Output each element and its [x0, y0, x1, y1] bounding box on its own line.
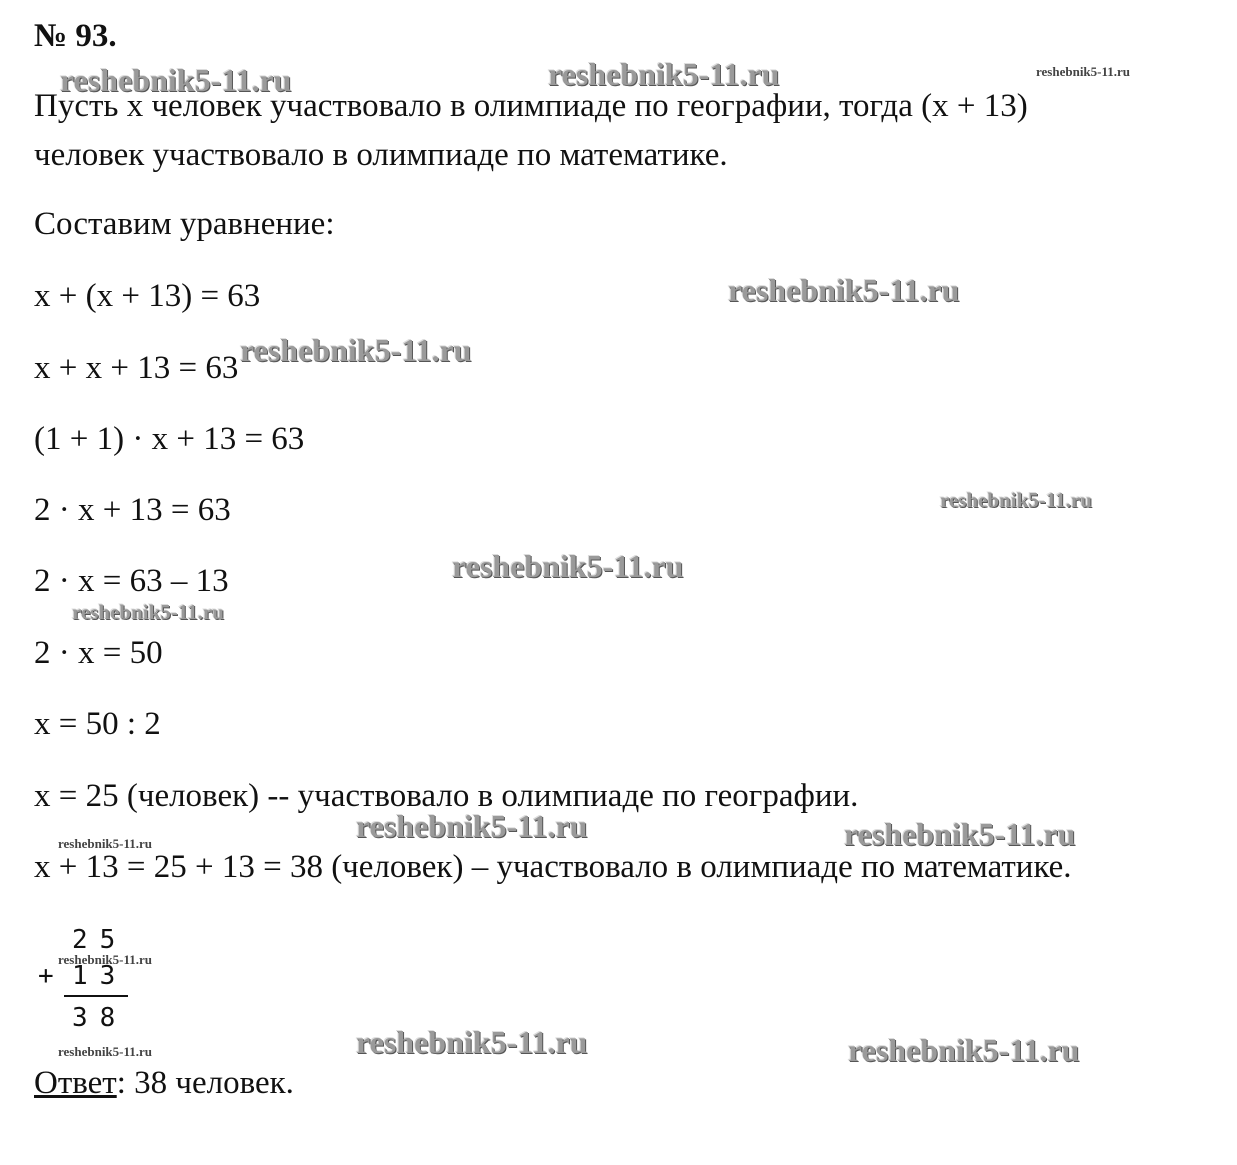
equation-step-4: 2 · x + 13 = 63	[34, 492, 231, 528]
equation-step-6: 2 · x = 50	[34, 635, 163, 671]
solution-intro-line-2: человек участвовало в олимпиаде по математике.	[34, 137, 728, 173]
answer-line	[34, 1065, 294, 1102]
watermark: reshebnik5-11.ru	[844, 816, 1076, 852]
watermark: reshebnik5-11.ru	[58, 1044, 153, 1059]
watermark: reshebnik5-11.ru	[1036, 64, 1131, 79]
equation-step-1: x + (x + 13) = 63	[34, 278, 261, 314]
watermark: reshebnik5-11.ru	[848, 1032, 1080, 1068]
problem-number: № 93.	[34, 18, 117, 54]
equation-step-9: x + 13 = 25 + 13 = 38 (человек) – участвовало в олимпиаде по математике.	[34, 849, 1072, 885]
watermark: reshebnik5-11.ru	[548, 56, 780, 92]
watermark: reshebnik5-11.ru	[58, 836, 153, 851]
equation-step-2: x + x + 13 = 63	[34, 350, 239, 386]
equation-step-3: (1 + 1) · x + 13 = 63	[34, 421, 305, 457]
watermark: reshebnik5-11.ru	[58, 952, 153, 967]
column-addition	[38, 925, 138, 1035]
watermark: reshebnik5-11.ru	[452, 548, 684, 584]
watermark: reshebnik5-11.ru	[356, 808, 588, 844]
equation-step-8: x = 25 (человек) -- участвовало в олимпиаде по географии.	[34, 778, 859, 814]
watermark: reshebnik5-11.ru	[72, 600, 224, 624]
watermark: reshebnik5-11.ru	[940, 488, 1092, 512]
watermark: reshebnik5-11.ru	[240, 332, 472, 368]
column-addend-1: 25	[72, 925, 128, 955]
column-addend-2: 13	[72, 961, 128, 991]
answer-label: Ответ	[34, 1065, 117, 1101]
answer-text: : 38 человек.	[116, 1065, 294, 1101]
solution-intro-line-1: Пусть x человек участвовало в олимпиаде по географии, тогда (x + 13)	[34, 88, 1028, 124]
watermark: reshebnik5-11.ru	[356, 1024, 588, 1060]
watermark: reshebnik5-11.ru	[60, 62, 292, 98]
compose-equation-heading: Составим уравнение:	[34, 206, 335, 242]
column-sum-rule	[64, 995, 128, 997]
equation-step-5: 2 · x = 63 – 13	[34, 563, 229, 599]
equation-step-7: x = 50 : 2	[34, 706, 161, 742]
column-sum: 38	[72, 1003, 128, 1033]
watermark: reshebnik5-11.ru	[728, 272, 960, 308]
column-plus-sign: +	[38, 961, 54, 991]
